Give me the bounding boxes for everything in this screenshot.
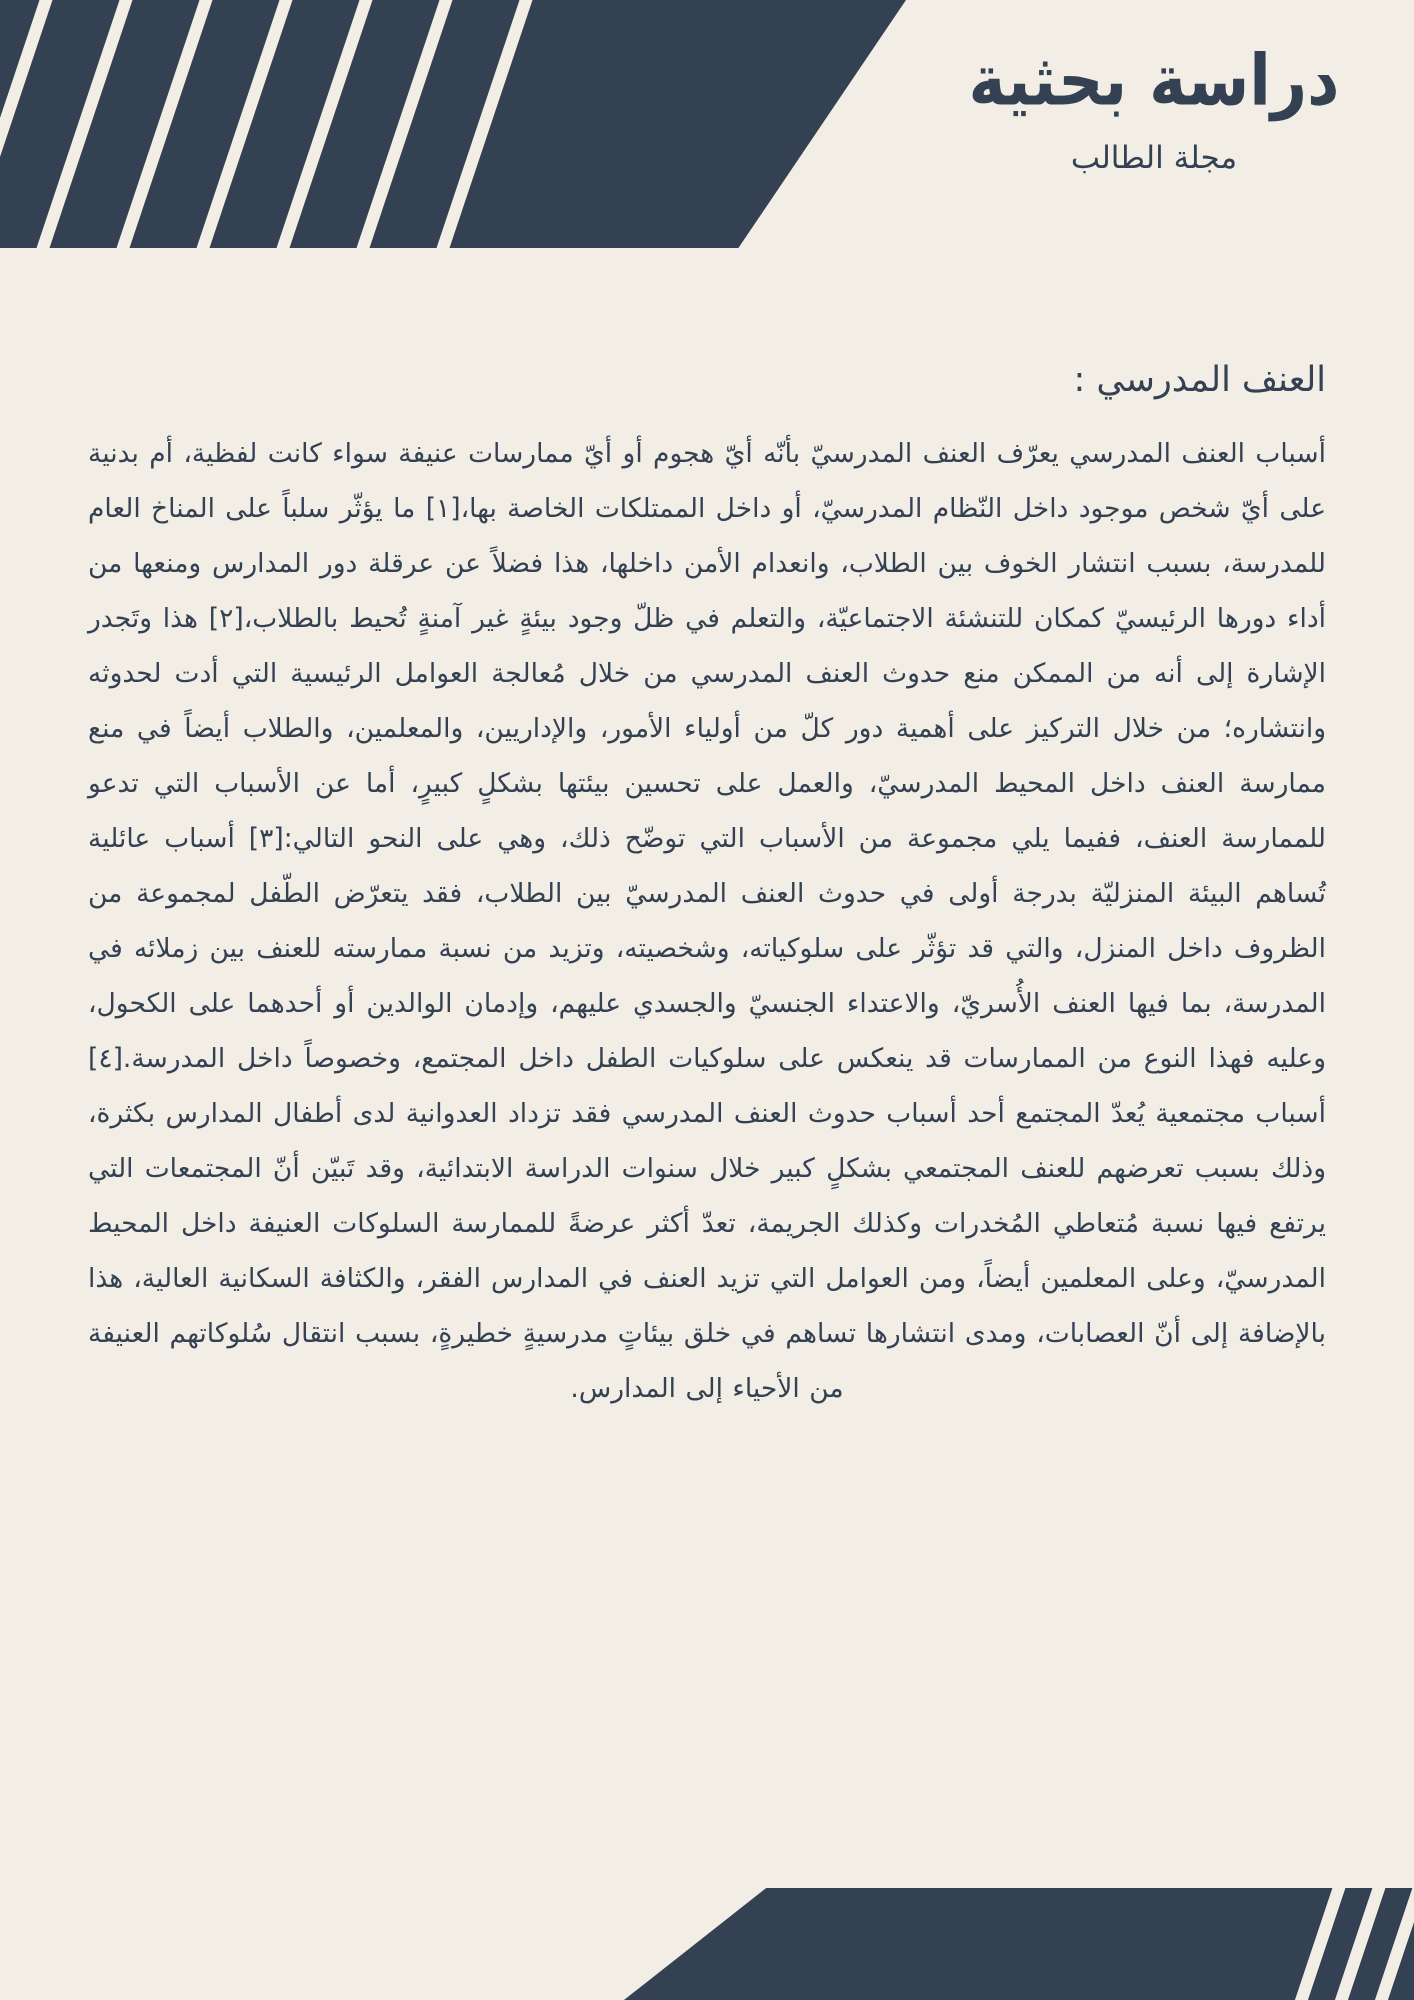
page-footer <box>0 1880 1414 2000</box>
header-title-block <box>854 0 1414 176</box>
header-diagonal-stripes <box>0 0 906 248</box>
page-header <box>0 0 1414 250</box>
section-heading: العنف المدرسي : <box>1073 360 1326 400</box>
brand-subtitle: مجلة الطالب <box>1070 140 1238 177</box>
body-paragraph: أسباب العنف المدرسي يعرّف العنف المدرسيّ بأنّه أيّ هجوم أو أيّ ممارسات عنيفة سواء كانت لفظية، أم بدنية على أيّ شخص موجود داخل النّظام المدرسيّ، أو داخل الممتلكات الخاصة بها،[١] ما يؤثّر سلباً على المناخ العام للمدرسة، بسبب انتشار الخوف بين الطلاب، وانعدام الأمن داخلها، هذا فضلاً عن عرقلة دور المدارس ومنعها من أداء دورها الرئيسيّ كمكان للتنشئة الاجتماعيّة، والتعلم في ظلّ وجود بيئةٍ غير آمنةٍ تُحيط بالطلاب،[٢] هذا وتَجدر الإشارة إلى أنه من الممكن منع حدوث العنف المدرسي من خلال مُعالجة العوامل الرئيسية التي أدت لحدوثه وانتشاره؛ من خلال التركيز على أهمية دور كلّ من أولياء الأمور، والإداريين، والمعلمين، والطلاب أيضاً في منع ممارسة العنف داخل المحيط المدرسيّ، والعمل على تحسين بيئتها بشكلٍ كبيرٍ، أما عن الأسباب التي تدعو للممارسة العنف، ففيما يلي مجموعة من الأسباب التي توضّح ذلك، وهي على النحو التالي:[٣] أسباب عائلية تُساهم البيئة المنزليّة بدرجة أولى في حدوث العنف المدرسيّ بين الطلاب، فقد يتعرّض الطّفل لمجموعة من الظروف داخل المنزل، والتي قد تؤثّر على سلوكياته، وشخصيته، وتزيد من نسبة ممارسته للعنف بين زملائه في المدرسة، بما فيها العنف الأُسريّ، والاعتداء الجنسيّ والجسدي عليهم، وإدمان الوالدين أو أحدهما على الكحول، وعليه فهذا النوع من الممارسات قد ينعكس على سلوكيات الطفل داخل المجتمع، وخصوصاً داخل المدرسة.[٤] أسباب مجتمعية يُعدّ المجتمع أحد أسباب حدوث العنف المدرسي فقد تزداد العدوانية لدى أطفال المدارس بكثرة، وذلك بسبب تعرضهم للعنف المجتمعي بشكلٍ كبير خلال سنوات الدراسة الابتدائية، وقد تَبيّن أنّ المجتمعات التي يرتفع فيها نسبة مُتعاطي المُخدرات وكذلك الجريمة، تعدّ أكثر عرضةً للممارسة السلوكات العنيفة داخل المحيط المدرسيّ، وعلى المعلمين أيضاً، ومن العوامل التي تزيد العنف في المدارس الفقر، والكثافة السكانية العالية، هذا بالإضافة إلى أنّ العصابات، ومدى انتشارها تساهم في خلق بيئاتٍ مدرسيةٍ خطيرةٍ، بسبب انتقال سُلوكاتهم العنيفة من الأحياء إلى المدارس. <box>88 438 1327 1404</box>
main-content <box>88 360 1326 1416</box>
footer-diagonal-stripes <box>624 1888 1414 2000</box>
brand-title: دراسة بحثية <box>968 39 1340 122</box>
